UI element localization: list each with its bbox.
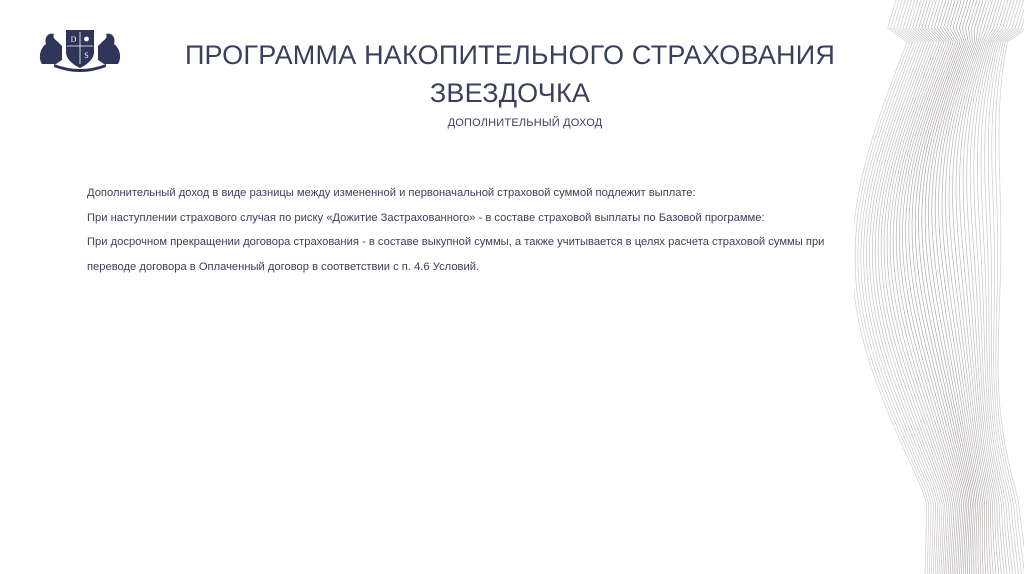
- right-lion-icon: [98, 34, 120, 64]
- paragraph-2: При наступлении страхового случая по риску «Дожитие Застрахованного» - в составе страховой выплаты по Базовой программе:: [87, 211, 765, 224]
- left-lion-icon: [40, 34, 62, 64]
- slide-subtitle: ДОПОЛНИТЕЛЬНЫЙ ДОХОД: [447, 117, 603, 129]
- company-logo: [36, 24, 124, 72]
- paragraph-1: Дополнительный доход в виде разницы между измененной и первоначальной страховой суммой подлежит выплате:: [87, 187, 696, 199]
- logo-letter-s: S: [84, 51, 89, 60]
- body-text: [87, 181, 907, 279]
- title-line-2: ЗВЕЗДОЧКА: [429, 78, 591, 108]
- paragraph-3: При досрочном прекращении договора страхования - в составе выкупной суммы, а также учитывается в целях расчета страховой суммы при: [87, 236, 825, 248]
- title-line-1: ПРОГРАММА НАКОПИТЕЛЬНОГО СТРАХОВАНИЯ: [184, 40, 836, 70]
- logo-letter-d: D: [70, 35, 77, 44]
- slide-title: [120, 36, 900, 112]
- decor-line: [869, 0, 940, 574]
- decor-line: [967, 0, 1008, 574]
- decor-line: [998, 0, 1024, 574]
- paragraph-4: переводе договора в Оплаченный договор в соответствии с п. 4.6 Условий.: [87, 260, 480, 273]
- decorative-wave-lines: [854, 0, 1024, 574]
- decor-line: [988, 0, 1024, 574]
